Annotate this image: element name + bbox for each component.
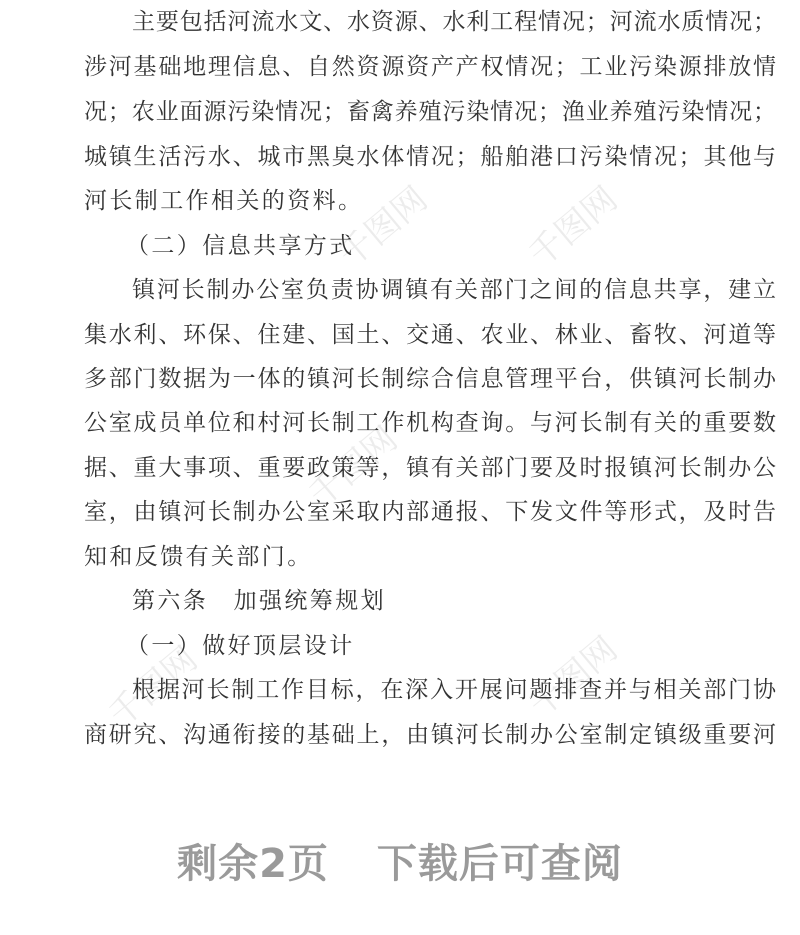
paragraph-line: 主要包括河流水文、水资源、水利工程情况；河流水质情况； <box>132 9 776 35</box>
section-heading: （二）信息共享方式 <box>126 233 355 259</box>
download-banner[interactable] <box>0 832 800 889</box>
watermark: 千图网 <box>521 629 626 726</box>
watermark: 千图网 <box>301 419 406 516</box>
paragraph-line: 知和反馈有关部门。 <box>84 544 313 570</box>
paragraph-line: 集水利、环保、住建、国土、交通、农业、林业、畜牧、河道等 <box>84 322 776 348</box>
section-heading: （一）做好顶层设计 <box>126 633 355 659</box>
paragraph-line: 公室成员单位和村河长制工作机构查询。与河长制有关的重要数 <box>84 410 776 436</box>
watermark: 千图网 <box>331 179 436 276</box>
download-to-view-label[interactable]: 下载后可查阅 <box>376 841 623 887</box>
remaining-pages-label: 剩余2页 <box>177 841 329 887</box>
paragraph-line: 室，由镇河长制办公室采取内部通报、下发文件等形式，及时告 <box>84 499 776 525</box>
paragraph-line: 河长制工作相关的资料。 <box>84 188 364 214</box>
watermark: 千图网 <box>521 179 626 276</box>
paragraph-line: 根据河长制工作目标，在深入开展问题排查并与相关部门协 <box>132 677 776 703</box>
paragraph-line: 城镇生活污水、城市黑臭水体情况；船舶港口污染情况；其他与 <box>84 144 776 170</box>
paragraph-line: 况；农业面源污染情况；畜禽养殖污染情况；渔业养殖污染情况； <box>84 99 776 125</box>
paragraph-line: 涉河基础地理信息、自然资源资产产权情况；工业污染源排放情 <box>84 54 776 80</box>
watermark: 千图网 <box>101 639 206 736</box>
article-heading: 第六条 加强统筹规划 <box>132 588 386 614</box>
paragraph-line: 商研究、沟通衔接的基础上，由镇河长制办公室制定镇级重要河 <box>84 722 776 748</box>
paragraph-line: 据、重大事项、重要政策等，镇有关部门要及时报镇河长制办公 <box>84 455 776 481</box>
paragraph-line: 多部门数据为一体的镇河长制综合信息管理平台，供镇河长制办 <box>84 366 776 392</box>
paragraph-line: 镇河长制办公室负责协调镇有关部门之间的信息共享，建立 <box>132 277 776 303</box>
